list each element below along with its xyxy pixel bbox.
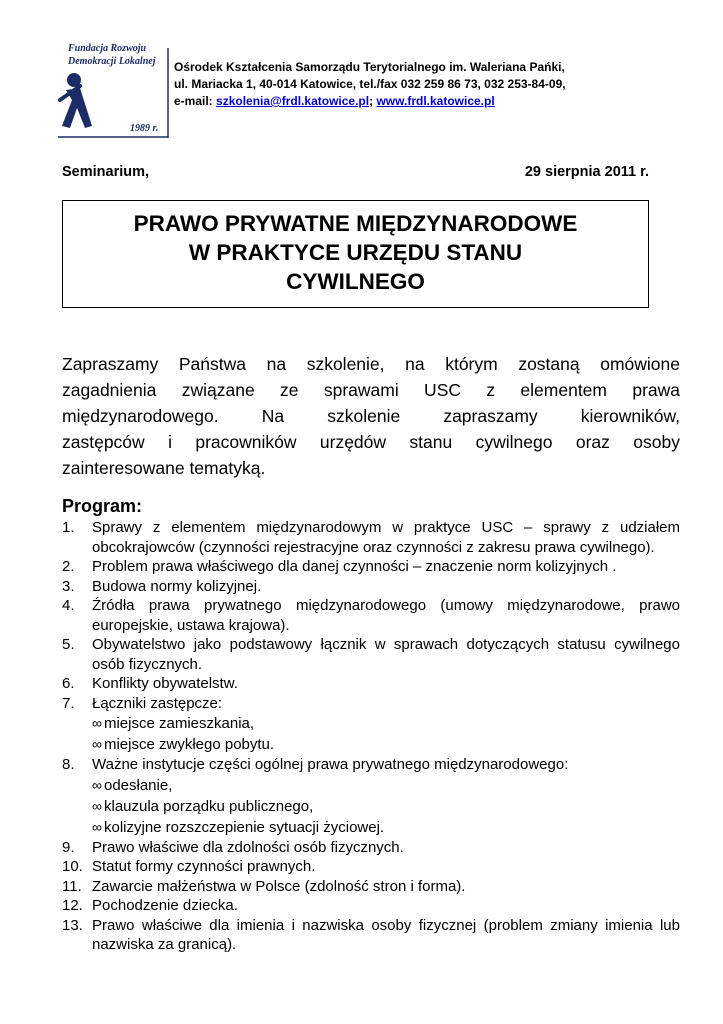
sub-item-text: klauzula porządku publicznego, xyxy=(103,797,314,815)
item-number: 2. xyxy=(62,558,75,575)
item-text: Problem prawa właściwego dla danej czynności – znaczenie norm kolizyjnych . xyxy=(92,558,617,575)
email-label: e-mail: xyxy=(174,94,217,108)
item-number: 12. xyxy=(62,897,83,914)
program-item xyxy=(62,916,680,955)
program-list xyxy=(62,518,680,955)
item-text: Budowa normy kolizyjnej. xyxy=(92,577,262,595)
intro-line: zainteresowane tematyką. xyxy=(62,458,266,478)
infinity-bullet-icon: ∞ xyxy=(92,797,102,814)
logo-line-2: Demokracji Lokalnej xyxy=(68,56,156,67)
title-box xyxy=(62,200,649,308)
sub-item-text: miejsce zamieszkania, xyxy=(103,715,255,732)
sub-item-text: kolizyjne rozszczepienie sytuacji życiowej. xyxy=(103,818,385,836)
item-number: 5. xyxy=(62,636,75,653)
title-line-2: W PRAKTYCE URZĘDU STANU xyxy=(188,240,523,265)
logo-line-1: Fundacja Rozwoju xyxy=(68,43,147,54)
sub-item xyxy=(92,775,680,796)
item-text: Źródła prawa prywatnego międzynarodowego (umowy międzynarodowe, prawo europejskie, ustawa krajowa). xyxy=(92,597,680,634)
intro-paragraph xyxy=(62,351,680,481)
sub-item xyxy=(92,713,680,734)
item-number: 11. xyxy=(62,877,82,895)
program-item xyxy=(62,518,680,557)
program-item xyxy=(62,896,680,916)
infinity-bullet-icon: ∞ xyxy=(92,715,102,731)
program-item xyxy=(62,755,680,838)
item-text: Prawo właściwe dla zdolności osób fizycznych. xyxy=(92,838,404,856)
item-text: Pochodzenie dziecka. xyxy=(92,897,238,914)
intro-line: zastępców i pracowników urzędów stanu cywilnego oraz osoby xyxy=(62,432,680,452)
logo-year: 1989 r. xyxy=(130,123,159,134)
program-item xyxy=(62,694,680,756)
item-text: Obywatelstwo jako podstawowy łącznik w sprawach dotyczących statusu cywilnego osób fizycznych. xyxy=(92,636,680,673)
organization-header xyxy=(174,59,566,110)
seminar-date: 29 sierpnia 2011 r. xyxy=(524,164,649,180)
item-text: Sprawy z elementem międzynarodowym w praktyce USC – sprawy z udziałem obcokrajowców (czynności rejestracyjne oraz czynności z zakresu prawa cywilnego). xyxy=(92,519,680,556)
program-heading: Program: xyxy=(62,496,143,516)
intro-line: Zapraszamy Państwa na szkolenie, na którym zostaną omówione xyxy=(62,354,680,374)
header-line-3 xyxy=(174,93,566,110)
sub-item xyxy=(92,734,680,755)
program-item xyxy=(62,877,680,897)
item-text: Prawo właściwe dla imienia i nazwiska osoby fizycznej (problem zmiany imienia lub nazwiska za granicą). xyxy=(92,916,680,953)
logo-text xyxy=(68,42,156,68)
header-line-2: ul. Mariacka 1, 40-014 Katowice, tel./fax 032 259 86 73, 032 253-84-09, xyxy=(174,77,566,91)
website-link[interactable]: www.frdl.katowice.pl xyxy=(376,94,495,108)
item-number: 1. xyxy=(62,519,75,536)
program-item xyxy=(62,596,680,635)
item-number: 7. xyxy=(62,694,75,712)
intro-line: zagadnienia związane ze sprawami USC z elementem prawa xyxy=(62,380,680,400)
intro-line: międzynarodowego. Na szkolenie zapraszamy kierowników, xyxy=(62,406,680,426)
program-item xyxy=(62,838,680,858)
sub-item xyxy=(92,796,680,817)
foundation-logo xyxy=(58,42,170,138)
infinity-bullet-icon: ∞ xyxy=(92,736,102,752)
header-line-1: Ośrodek Kształcenia Samorządu Terytorialnego im. Waleriana Pańki, xyxy=(174,60,565,74)
item-text: Statut formy czynności prawnych. xyxy=(92,858,316,875)
item-number: 10. xyxy=(62,858,83,875)
title-line-1: PRAWO PRYWATNE MIĘDZYNARODOWE xyxy=(133,211,578,236)
sub-item xyxy=(92,817,680,838)
program-item xyxy=(62,635,680,674)
item-number: 3. xyxy=(62,577,75,595)
link-separator: ; xyxy=(369,94,377,108)
sub-item-text: miejsce zwykłego pobytu. xyxy=(103,736,275,753)
program-item xyxy=(62,674,680,694)
seminar-row xyxy=(62,164,649,180)
infinity-bullet-icon: ∞ xyxy=(92,818,102,835)
title-line-3: CYWILNEGO xyxy=(286,269,425,294)
infinity-bullet-icon: ∞ xyxy=(92,776,102,793)
item-number: 13. xyxy=(62,916,83,934)
item-number: 9. xyxy=(62,838,75,856)
item-text: Ważne instytucje części ogólnej prawa prywatnego międzynarodowego: xyxy=(92,756,569,773)
item-text: Łączniki zastępcze: xyxy=(92,694,223,712)
program-item xyxy=(62,577,680,597)
program-item xyxy=(62,557,680,577)
item-text: Zawarcie małżeństwa w Polsce (zdolność stron i forma). xyxy=(92,877,466,895)
program-item xyxy=(62,857,680,877)
item-text: Konflikty obywatelstw. xyxy=(92,675,238,692)
seminar-label: Seminarium, xyxy=(62,164,150,180)
sub-item-text: odesłanie, xyxy=(103,776,173,794)
item-number: 6. xyxy=(62,675,75,692)
item-number: 8. xyxy=(62,756,75,773)
item-number: 4. xyxy=(62,597,75,614)
email-link[interactable]: szkolenia@frdl.katowice.pl xyxy=(216,94,370,108)
